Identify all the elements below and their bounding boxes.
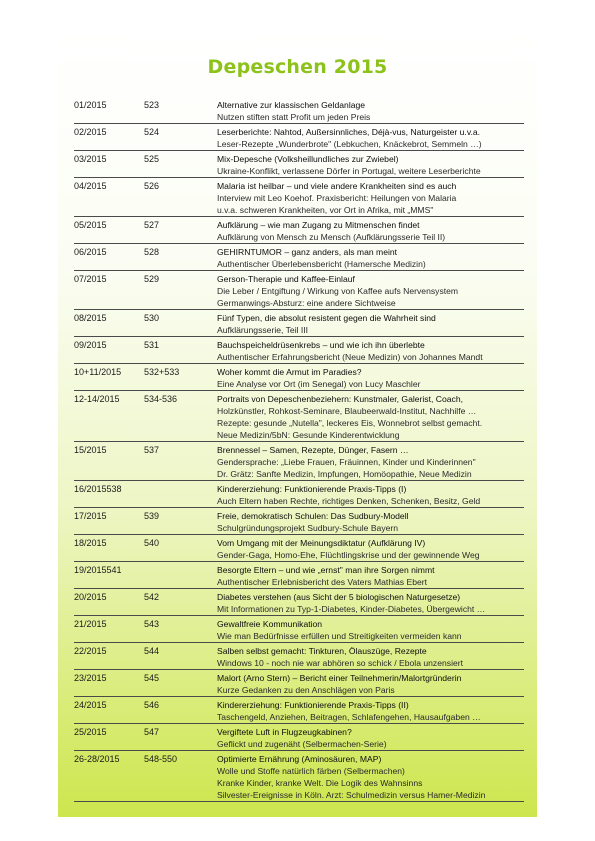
page-panel: [58, 30, 537, 817]
issue-date: 23/2015: [74, 673, 107, 683]
issue-number: 525: [144, 154, 160, 164]
issue-number: 537: [144, 445, 160, 455]
issue-subline: Wolle und Stoffe natürlich färben (Selbermachen): [217, 766, 405, 776]
issue-subline: Taschengeld, Anziehen, Beitragen, Schlafengehen, Hausaufgaben …: [217, 712, 481, 722]
issue-title: Freie, demokratisch Schulen: Das Sudbury-Modell: [217, 511, 409, 521]
issue-number: 542: [144, 592, 160, 602]
issue-description: [217, 444, 524, 480]
issue-number: 547: [144, 727, 160, 737]
issue-number: 526: [144, 181, 160, 191]
issue-subline: Aufklärung von Mensch zu Mensch (Aufklärungsserie Teil II): [217, 232, 446, 242]
issue-subline: Interview mit Leo Koehof. Praxisbericht: Heilungen von Malaria: [217, 193, 457, 203]
issue-title: Mix-Depesche (Volksheillundliches zur Zwiebel): [217, 154, 399, 164]
issue-date: 15/2015: [74, 445, 107, 455]
issue-subline: Holzkünstler, Rohkost-Seminare, Blaubeerwald-Institut, Nachhilfe …: [217, 406, 477, 416]
issue-date: 16/2015538: [74, 484, 122, 494]
issue-description: [217, 312, 524, 336]
issue-title: Aufklärung – wie man Zugang zu Mitmenschen findet: [217, 220, 420, 230]
issue-subline: Schulgründungsprojekt Sudbury-Schule Bayern: [217, 523, 399, 533]
issue-subline: Authentischer Erlebnisbericht des Vaters Mathias Ebert: [217, 577, 428, 587]
issue-subline: u.v.a. schweren Krankheiten, vor Ort in Afrika, mit „MMS": [217, 205, 434, 215]
issue-entry: [74, 442, 524, 481]
issue-subline: Geflickt und zugenäht (Selbermachen-Serie): [217, 739, 387, 749]
issue-entry: [74, 481, 524, 508]
issue-date: 21/2015: [74, 619, 107, 629]
issue-date: 07/2015: [74, 274, 107, 284]
issue-subline: Authentischer Erfahrungsbericht (Neue Medizin) von Johannes Mandt: [217, 352, 483, 362]
issue-number: 534-536: [144, 394, 178, 404]
issue-number: 543: [144, 619, 160, 629]
issue-entry: [74, 124, 524, 151]
issue-subline: Gender-Gaga, Homo-Ehe, Flüchtlingskrise und der gewinnende Weg: [217, 550, 480, 560]
issue-date: 10+11/2015: [74, 367, 122, 377]
issue-subline: Wie man Bedürfnisse erfüllen und Streitigkeiten vermeiden kann: [217, 631, 462, 641]
issue-entry: [74, 535, 524, 562]
issue-entry: [74, 310, 524, 337]
issue-title: Woher kommt die Armut im Paradies?: [217, 367, 362, 377]
issue-description: [217, 537, 524, 561]
issue-description: [217, 564, 524, 588]
issue-entry: [74, 643, 524, 670]
issue-entry: [74, 697, 524, 724]
issue-subline: Mit Informationen zu Typ-1-Diabetes, Kinder-Diabetes, Übergewicht …: [217, 604, 486, 614]
issue-subline: Authentischer Überlebensbericht (Hamersche Medizin): [217, 259, 426, 269]
issue-date: 08/2015: [74, 313, 107, 323]
issue-subline: Dr. Grätz: Sanfte Medizin, Impfungen, Homöopathie, Neue Medizin: [217, 469, 472, 479]
issue-description: [217, 126, 524, 150]
issue-title: Kindererziehung: Funktionierende Praxis-Tipps (I): [217, 484, 407, 494]
issue-number: 545: [144, 673, 160, 683]
issue-subline: Nutzen stiften statt Profit um jeden Preis: [217, 112, 371, 122]
issue-title: Gerson-Therapie und Kaffee-Einlauf: [217, 274, 355, 284]
issue-number: 524: [144, 127, 160, 137]
issue-title: Besorgte Eltern – und wie „ernst" man ihre Sorgen nimmt: [217, 565, 435, 575]
issue-title: Brennessel – Samen, Rezepte, Dünger, Fasern …: [217, 445, 409, 455]
issue-title: Malort (Arno Stern) – Bericht einer Teilnehmerin/Malortgründerin: [217, 673, 462, 683]
issue-subline: Auch Eltern haben Rechte, richtiges Denken, Schenken, Besitz, Geld: [217, 496, 481, 506]
issue-date: 24/2015: [74, 700, 107, 710]
issue-number: 546: [144, 700, 160, 710]
issue-description: [217, 753, 524, 801]
issue-entry: [74, 562, 524, 589]
issue-number: 540: [144, 538, 160, 548]
issue-list: [74, 97, 524, 802]
issue-date: 18/2015: [74, 538, 107, 548]
issue-entry: [74, 271, 524, 310]
issue-entry: [74, 616, 524, 643]
issue-number: 544: [144, 646, 160, 656]
issue-title: Gewaltfreie Kommunikation: [217, 619, 323, 629]
issue-description: [217, 393, 524, 441]
issue-subline: Ukraine-Konflikt, verlassene Dörfer in Portugal, weitere Leserberichte: [217, 166, 481, 176]
issue-description: [217, 726, 524, 750]
issue-description: [217, 672, 524, 696]
issue-date: 22/2015: [74, 646, 107, 656]
issue-description: [217, 273, 524, 309]
issue-subline: Silvester-Ereignisse in Köln. Arzt: Schulmedizin versus Hamer-Medizin: [217, 790, 486, 800]
issue-title: Diabetes verstehen (aus Sicht der 5 biologischen Naturgesetze): [217, 592, 461, 602]
issue-description: [217, 219, 524, 243]
issue-entry: [74, 670, 524, 697]
issue-entry: [74, 364, 524, 391]
issue-number: 539: [144, 511, 160, 521]
issue-description: [217, 510, 524, 534]
issue-subline: Die Leber / Entgiftung / Wirkung von Kaffee aufs Nervensystem: [217, 286, 459, 296]
issue-entry: [74, 151, 524, 178]
issue-subline: Rezepte: gesunde „Nutella", leckeres Eis, Wonnebrot selbst gemacht.: [217, 418, 483, 428]
issue-title: Kindererziehung: Funktionierende Praxis-Tipps (II): [217, 700, 409, 710]
issue-date: 05/2015: [74, 220, 107, 230]
issue-date: 25/2015: [74, 727, 107, 737]
issue-date: 09/2015: [74, 340, 107, 350]
issue-subline: Gendersprache: „Liebe Frauen, Fräuinnen, Kinder und Kinderinnen": [217, 457, 476, 467]
issue-date: 03/2015: [74, 154, 107, 164]
issue-date: 02/2015: [74, 127, 107, 137]
issue-description: [217, 645, 524, 669]
issue-subline: Neue Medizin/5bN: Gesunde Kinderentwicklung: [217, 430, 400, 440]
issue-entry: [74, 391, 524, 442]
issue-subline: Windows 10 - noch nie war abhören so schick / Ebola unzensiert: [217, 658, 464, 668]
issue-entry: [74, 217, 524, 244]
issue-description: [217, 180, 524, 216]
issue-subline: Aufklärungsserie, Teil III: [217, 325, 309, 335]
issue-date: 19/2015541: [74, 565, 122, 575]
issue-entry: [74, 97, 524, 124]
issue-number: 529: [144, 274, 160, 284]
issue-description: [217, 339, 524, 363]
issue-date: 01/2015: [74, 100, 107, 110]
issue-subline: Leser-Rezepte „Wunderbrote" (Lebkuchen, Knäckebrot, Semmeln …): [217, 139, 482, 149]
issue-title: Leserberichte: Nahtod, Außersinnliches, Déjà-vus, Naturgeister u.v.a.: [217, 127, 481, 137]
issue-date: 20/2015: [74, 592, 107, 602]
issue-description: [217, 153, 524, 177]
issue-title: Alternative zur klassischen Geldanlage: [217, 100, 366, 110]
issue-subline: Eine Analyse vor Ort (im Senegal) von Lucy Maschler: [217, 379, 421, 389]
issue-number: 531: [144, 340, 160, 350]
issue-title: Malaria ist heilbar – und viele andere Krankheiten sind es auch: [217, 181, 457, 191]
issue-number: 528: [144, 247, 160, 257]
issue-description: [217, 483, 524, 507]
issue-entry: [74, 244, 524, 271]
issue-date: 04/2015: [74, 181, 107, 191]
issue-title: Vergiftete Luft in Flugzeugkabinen?: [217, 727, 352, 737]
issue-title: GEHIRNTUMOR – ganz anders, als man meint: [217, 247, 398, 257]
issue-date: 12-14/2015: [74, 394, 120, 404]
issue-entry: [74, 178, 524, 217]
issue-description: [217, 591, 524, 615]
issue-date: 06/2015: [74, 247, 107, 257]
issue-entry: [74, 508, 524, 535]
issue-number: 527: [144, 220, 160, 230]
issue-date: 26-28/2015: [74, 754, 120, 764]
issue-description: [217, 99, 524, 123]
issue-title: Vom Umgang mit der Meinungsdiktatur (Aufklärung IV): [217, 538, 426, 548]
issue-entry: [74, 724, 524, 751]
issue-description: [217, 699, 524, 723]
issue-title: Portraits von Depeschenbeziehern: Kunstmaler, Galerist, Coach,: [217, 394, 463, 404]
issue-title: Fünf Typen, die absolut resistent gegen die Wahrheit sind: [217, 313, 436, 323]
issue-description: [217, 366, 524, 390]
issue-title: Salben selbst gemacht: Tinkturen, Ölauszüge, Rezepte: [217, 646, 427, 656]
issue-entry: [74, 337, 524, 364]
issue-subline: Kurze Gedanken zu den Anschlägen von Paris: [217, 685, 395, 695]
issue-date: 17/2015: [74, 511, 107, 521]
issue-title: Optimierte Ernährung (Aminosäuren, MAP): [217, 754, 382, 764]
issue-entry: [74, 751, 524, 802]
issue-number: 532+533: [144, 367, 180, 377]
issue-title: Bauchspeicheldrüsenkrebs – und wie ich ihn überlebte: [217, 340, 425, 350]
page-title: Depeschen 2015: [207, 56, 388, 78]
issue-subline: Kranke Kinder, kranke Welt. Die Logik des Wahnsinns: [217, 778, 423, 788]
issue-number: 530: [144, 313, 160, 323]
issue-number: 548-550: [144, 754, 178, 764]
issue-subline: Germanwings-Absturz: eine andere Sichtweise: [217, 298, 396, 308]
issue-description: [217, 246, 524, 270]
issue-entry: [74, 589, 524, 616]
issue-description: [217, 618, 524, 642]
issue-number: 523: [144, 100, 160, 110]
